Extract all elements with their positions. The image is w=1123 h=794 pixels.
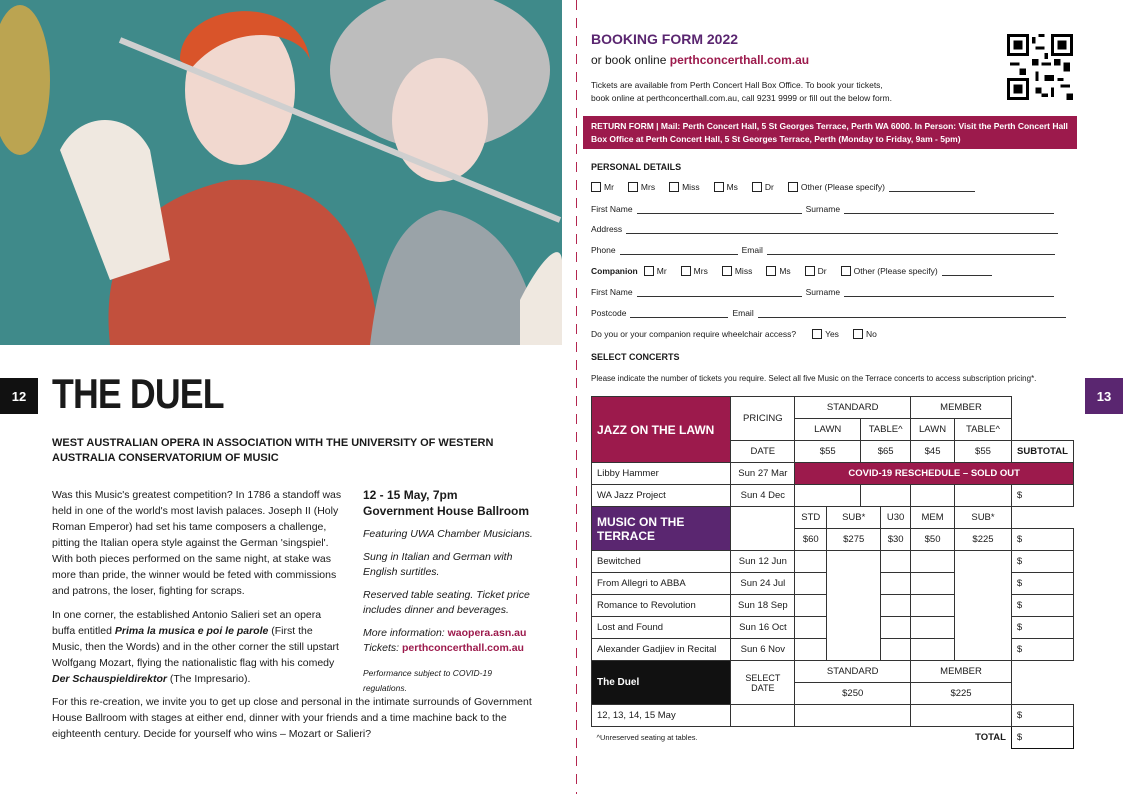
table-header: TABLE^ <box>861 419 911 441</box>
ticket-qty[interactable] <box>911 485 955 507</box>
address-field[interactable] <box>626 225 1058 234</box>
covid-banner: COVID-19 RESCHEDULE – SOLD OUT <box>795 463 1074 485</box>
subtotal-cell[interactable]: $ <box>1011 705 1073 727</box>
paragraph-3: For this re-creation, we invite you to get up close and personal in the intimate surrounds of Government House Ballroom with stages at either end, dinner with your friends and a time machine back to the eighteenth century. Decide for yourself who wins – Mozart or Salieri? <box>52 696 532 740</box>
pricing-header: PRICING <box>731 397 795 441</box>
title-ms[interactable] <box>714 182 738 192</box>
sub-header: SUB* <box>827 507 881 529</box>
date-header: DATE <box>731 441 795 463</box>
hero-image <box>0 0 562 345</box>
ticket-qty[interactable] <box>911 595 955 617</box>
more-info <box>363 626 538 656</box>
lawn-header: LAWN <box>911 419 955 441</box>
surname-label: Surname <box>805 204 841 214</box>
ticket-qty[interactable] <box>861 485 911 507</box>
option-label: Ms <box>779 266 791 276</box>
paragraph-2 <box>52 607 342 687</box>
checkbox[interactable] <box>812 329 822 339</box>
duel-band: The Duel <box>592 661 731 705</box>
price-cell: $65 <box>861 441 911 463</box>
ticket-qty[interactable] <box>911 639 955 661</box>
terrace-band: MUSIC ON THE TERRACE <box>592 507 731 551</box>
ticket-qty[interactable] <box>795 639 827 661</box>
first-name-field[interactable] <box>637 205 802 214</box>
event-subtitle: WEST AUSTRALIAN OPERA IN ASSOCIATION WITH THE UNIVERSITY OF WESTERN AUSTRALIA CONSERVATORIUM OF MUSIC <box>52 437 494 464</box>
title-other[interactable] <box>788 182 979 192</box>
price-cell: $45 <box>911 441 955 463</box>
tickets-label: Tickets: <box>363 642 402 654</box>
intro-line-2: book online at perthconcerthall.com.au, call 9231 9999 or fill out the below form. <box>591 93 892 103</box>
text-run: In one corner, the established Antonio Salieri set an opera buffa entitled <box>52 609 322 637</box>
sub-header: SUB* <box>955 507 1012 529</box>
price-cell: $55 <box>955 441 1012 463</box>
price-cell: $225 <box>911 683 1012 705</box>
email-field[interactable] <box>767 246 1055 255</box>
jazz-band: JAZZ ON THE LAWN <box>592 397 731 463</box>
duel-dates: 12, 13, 14, 15 May <box>592 705 731 727</box>
companion-other-field[interactable] <box>942 267 992 276</box>
address-row <box>591 224 1062 234</box>
standard-header: STANDARD <box>795 661 911 683</box>
phone-row <box>591 245 1059 255</box>
option-label: Mrs <box>693 266 708 276</box>
ticket-qty[interactable] <box>911 705 1012 727</box>
companion-mrs[interactable] <box>681 266 708 276</box>
ticket-qty[interactable] <box>911 617 955 639</box>
ticket-qty[interactable] <box>881 617 911 639</box>
checkbox[interactable] <box>841 266 851 276</box>
title-mrs[interactable] <box>628 182 655 192</box>
companion-name-row <box>591 287 1058 297</box>
price-cell: $55 <box>795 441 861 463</box>
phone-label: Phone <box>591 245 616 255</box>
ticket-qty[interactable] <box>881 551 911 573</box>
more-info-label: More information: <box>363 627 448 639</box>
online-link[interactable]: perthconcerthall.com.au <box>669 53 810 67</box>
companion-surname-field[interactable] <box>844 288 1054 297</box>
mem-header: MEM <box>911 507 955 529</box>
ticket-qty[interactable] <box>955 485 1012 507</box>
return-form-banner: RETURN FORM | Mail: Perth Concert Hall, 5 St Georges Terrace, Perth WA 6000. In Person: Visit the Perth Concert Hall Box Office at Perth Concert Hall, 5 St Georges Terrace, Perth (Monday to Friday, 9am - 5pm) <box>583 116 1077 149</box>
option-label: Yes <box>825 329 839 339</box>
concert-date: Sun 12 Jun <box>731 551 795 573</box>
ticket-qty[interactable] <box>795 617 827 639</box>
email-label: Email <box>741 245 763 255</box>
subtotal-cell[interactable]: $ <box>1011 551 1073 573</box>
seating-note: Reserved table seating. Ticket price includes dinner and beverages. <box>363 589 530 616</box>
price-cell: $275 <box>827 529 881 551</box>
ticket-qty[interactable] <box>911 573 955 595</box>
concert-date: Sun 24 Jul <box>731 573 795 595</box>
postcode-label: Postcode <box>591 308 627 318</box>
event-info <box>363 487 538 696</box>
select-concerts-note: Please indicate the number of tickets you require. Select all five Music on the Terrace concerts to access subscription pricing*. <box>591 374 1037 383</box>
concert-name: Romance to Revolution <box>592 595 731 617</box>
select-date-cell[interactable] <box>731 705 795 727</box>
paragraph-1: Was this Music's greatest competition? In 1786 a standoff was held in one of the world's most lavish palaces. Joseph II (Holy Roman Emperor) had set his tame composers a challenge, pitting the Italian opera style against the German 'singspiel'. With both pieces performed on the same night, at stake was more than pride, the winner would be feted with commissions and patrons, the loser, fighting for scraps. <box>52 489 342 597</box>
form-title: BOOKING FORM 2022 <box>591 31 739 47</box>
companion-ms[interactable] <box>766 266 790 276</box>
concert-date: Sun 4 Dec <box>731 485 795 507</box>
concert-date: Sun 18 Sep <box>731 595 795 617</box>
concert-name: Alexander Gadjiev in Recital <box>592 639 731 661</box>
event-venue: Government House Ballroom <box>363 504 530 518</box>
price-cell: $30 <box>881 529 911 551</box>
wheelchair-question: Do you or your companion require wheelchair access? <box>591 329 797 339</box>
checkbox[interactable] <box>752 182 762 192</box>
page-number-13: 13 <box>1085 378 1123 414</box>
title-miss[interactable] <box>669 182 699 192</box>
page-title: THE DUEL <box>52 370 224 417</box>
concert-name: Libby Hammer <box>592 463 731 485</box>
event-dates: 12 - 15 May, 7pm <box>363 488 458 502</box>
ticket-qty[interactable] <box>795 595 827 617</box>
total-label: TOTAL <box>975 732 1006 744</box>
name-row <box>591 204 1058 214</box>
subtotal-cell[interactable]: $ <box>1011 573 1073 595</box>
online-prefix: or book online <box>591 53 670 67</box>
checkbox[interactable] <box>788 182 798 192</box>
checkbox[interactable] <box>681 266 691 276</box>
surname-label: Surname <box>805 287 841 297</box>
ticket-qty[interactable] <box>795 551 827 573</box>
checkbox[interactable] <box>591 182 601 192</box>
option-label: Mr <box>604 182 614 192</box>
featuring-note: Featuring UWA Chamber Musicians. <box>363 528 533 540</box>
option-label: No <box>865 329 877 339</box>
member-header: MEMBER <box>911 397 1012 419</box>
lawn-header: LAWN <box>795 419 861 441</box>
ticket-qty[interactable] <box>911 551 955 573</box>
event-description <box>52 487 342 695</box>
companion-miss[interactable] <box>722 266 752 276</box>
u30-header: U30 <box>881 507 911 529</box>
blank-cell <box>1011 507 1073 529</box>
book-online <box>591 53 809 67</box>
page-divider <box>576 0 577 794</box>
email-label: Email <box>732 308 754 318</box>
price-cell: $250 <box>795 683 911 705</box>
subtotal-cell[interactable]: $ <box>1011 529 1073 551</box>
wheelchair-yes[interactable] <box>812 329 839 339</box>
checkbox[interactable] <box>644 266 654 276</box>
text-run: (The Impresario). <box>166 673 251 685</box>
blank-cell <box>1011 683 1073 705</box>
option-label: Other (Please specify) <box>853 266 938 276</box>
blank-cell <box>1011 419 1073 441</box>
checkbox[interactable] <box>669 182 679 192</box>
checkbox[interactable] <box>805 266 815 276</box>
tickets-link[interactable]: perthconcerthall.com.au <box>402 642 524 654</box>
checkbox[interactable] <box>628 182 638 192</box>
option-label: Mrs <box>640 182 656 192</box>
title-dr[interactable] <box>752 182 774 192</box>
wheelchair-row <box>591 329 891 339</box>
ticket-qty[interactable] <box>881 573 911 595</box>
ticket-qty[interactable] <box>795 485 861 507</box>
companion-first-name-field[interactable] <box>637 288 802 297</box>
concert-date: Sun 16 Oct <box>731 617 795 639</box>
wheelchair-no[interactable] <box>853 329 877 339</box>
price-cell: $50 <box>911 529 955 551</box>
form-intro <box>591 79 971 105</box>
member-header: MEMBER <box>911 661 1012 683</box>
companion-row <box>591 266 1010 276</box>
table-header: TABLE^ <box>955 419 1012 441</box>
option-label: Dr <box>817 266 827 276</box>
qr-code-icon[interactable] <box>1007 34 1073 100</box>
subtotal-cell[interactable]: $ <box>1011 485 1073 507</box>
companion-label: Companion <box>591 266 638 276</box>
covid-note: Performance subject to COVID-19 regulations. <box>363 668 492 693</box>
companion-mr[interactable] <box>644 266 667 276</box>
opera-title-mozart: Der Schauspieldirektor <box>52 673 167 685</box>
price-cell: $225 <box>955 529 1012 551</box>
seating-footnote: ^Unreserved seating at tables. <box>596 733 698 743</box>
option-label: Miss <box>682 182 700 192</box>
other-field[interactable] <box>889 183 975 192</box>
concert-selection-table <box>591 396 1074 749</box>
companion-email-field[interactable] <box>758 309 1066 318</box>
select-concerts-heading: SELECT CONCERTS <box>591 352 680 362</box>
concert-name: From Allegri to ABBA <box>592 573 731 595</box>
select-date-header: SELECT DATE <box>731 661 795 705</box>
subtotal-cell[interactable]: $ <box>1011 639 1073 661</box>
option-label: Mr <box>656 266 667 276</box>
personal-details-heading: PERSONAL DETAILS <box>591 162 682 172</box>
price-cell: $60 <box>795 529 827 551</box>
ticket-qty[interactable] <box>881 595 911 617</box>
title-options-row <box>591 182 993 192</box>
subtotal-header: SUBTOTAL <box>1011 441 1073 463</box>
total-cell[interactable]: $ <box>1011 727 1073 749</box>
option-label: Other (Please specify) <box>800 182 885 192</box>
phone-field[interactable] <box>620 246 738 255</box>
checkbox[interactable] <box>766 266 776 276</box>
blank-cell <box>1011 397 1073 419</box>
ticket-qty[interactable] <box>795 705 911 727</box>
std-header: STD <box>795 507 827 529</box>
postcode-row <box>591 308 1070 318</box>
text-run: (First the Music, then the Words) and in the other corner the still upstart Wolfgang Mozart, flying the nationalistic flag with his comedy <box>52 625 339 669</box>
concert-date: Sun 6 Nov <box>731 639 795 661</box>
waopera-link[interactable]: waopera.asn.au <box>447 627 527 639</box>
companion-dr[interactable] <box>805 266 827 276</box>
intro-line-1: Tickets are available from Perth Concert Hall Box Office. To book your tickets, <box>591 80 883 90</box>
hero-illustration <box>0 0 562 345</box>
companion-other[interactable] <box>841 266 996 276</box>
opera-title-salieri: Prima la musica e poi le parole <box>114 625 269 637</box>
checkbox[interactable] <box>853 329 863 339</box>
option-label: Dr <box>764 182 774 192</box>
subscription-cell[interactable] <box>955 551 1012 661</box>
postcode-field[interactable] <box>630 309 728 318</box>
concert-name: Bewitched <box>592 551 731 573</box>
title-mr[interactable] <box>591 182 614 192</box>
blank-cell <box>1011 661 1073 683</box>
page-number-12: 12 <box>0 378 38 414</box>
subtotal-cell[interactable]: $ <box>1011 595 1073 617</box>
subtotal-cell[interactable]: $ <box>1011 617 1073 639</box>
concert-name: Lost and Found <box>592 617 731 639</box>
subscription-cell[interactable] <box>827 551 881 661</box>
standard-header: STANDARD <box>795 397 911 419</box>
option-label: Miss <box>734 266 753 276</box>
checkbox[interactable] <box>722 266 732 276</box>
ticket-qty[interactable] <box>795 573 827 595</box>
concert-date: Sun 27 Mar <box>731 463 795 485</box>
option-label: Ms <box>726 182 738 192</box>
surname-field[interactable] <box>844 205 1054 214</box>
concert-name: WA Jazz Project <box>592 485 731 507</box>
surtitles-note: Sung in Italian and German with English surtitles. <box>363 551 513 578</box>
ticket-qty[interactable] <box>881 639 911 661</box>
blank-cell <box>731 507 795 551</box>
first-name-label: First Name <box>591 204 633 214</box>
address-label: Address <box>591 224 623 234</box>
first-name-label: First Name <box>591 287 633 297</box>
checkbox[interactable] <box>714 182 724 192</box>
